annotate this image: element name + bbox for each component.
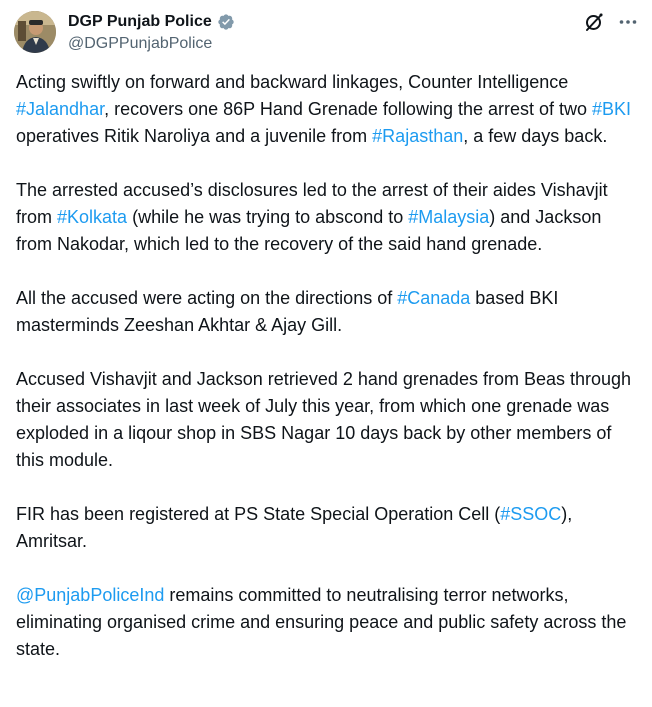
verified-badge-icon (217, 13, 235, 31)
paragraph-1 (16, 69, 636, 150)
user-handle[interactable]: @DGPPunjabPolice (68, 35, 213, 52)
text-segment: FIR has been registered at PS State Special Operation Cell ( (16, 504, 501, 524)
post-body (16, 69, 636, 663)
avatar[interactable] (14, 11, 56, 53)
hashtag-canada[interactable]: #Canada (397, 288, 471, 308)
hashtag-rajasthan[interactable]: #Rajasthan (372, 126, 464, 146)
text-segment: operatives Ritik Naroliya and a juvenile from (16, 126, 373, 146)
grok-slash-icon[interactable] (584, 12, 604, 32)
text-segment: based BKI masterminds Zeeshan Akhtar & Ajay Gill. (16, 288, 559, 335)
display-name[interactable]: DGP Punjab Police (68, 12, 212, 30)
paragraph-6 (16, 582, 636, 663)
hashtag-bki[interactable]: #BKI (592, 99, 632, 119)
hashtag-ssoc[interactable]: #SSOC (500, 504, 562, 524)
hashtag-malaysia[interactable]: #Malaysia (408, 207, 490, 227)
text-segment: ), Amritsar. (16, 504, 573, 551)
text-segment: Accused Vishavjit and Jackson retrieved 2 hand grenades from Beas through their associates in last week of July this year, from which one grenade was exploded in a liqour shop in SBS Nagar 10 days back by other members of this module. (16, 369, 632, 470)
top-actions (584, 12, 638, 32)
post-header (68, 11, 235, 53)
hashtag-jalandhar[interactable]: #Jalandhar (16, 99, 105, 119)
paragraph-3 (16, 285, 636, 339)
text-segment: ) and Jackson from Nakodar, which led to the recovery of the said hand grenade. (16, 207, 602, 254)
paragraph-5 (16, 501, 636, 555)
text-segment: Acting swiftly on forward and backward linkages, Counter Intelligence (16, 72, 569, 92)
hashtag-kolkata[interactable]: #Kolkata (57, 207, 128, 227)
avatar-image (14, 11, 56, 53)
text-segment: The arrested accused’s disclosures led to the arrest of their aides Vishavjit from (16, 180, 608, 227)
mention-punjabpoliceind[interactable]: @PunjabPoliceInd (16, 585, 165, 605)
paragraph-2 (16, 177, 636, 258)
text-segment: , a few days back. (463, 126, 608, 146)
text-segment: All the accused were acting on the directions of (16, 288, 398, 308)
more-dots-icon[interactable] (618, 12, 638, 32)
name-row (68, 11, 235, 32)
text-segment: remains committed to neutralising terror networks, eliminating organised crime and ensuring peace and public safety across the state. (16, 585, 627, 659)
paragraph-4 (16, 366, 636, 474)
text-segment: , recovers one 86P Hand Grenade following the arrest of two (104, 99, 593, 119)
text-segment: (while he was trying to abscond to (127, 207, 409, 227)
